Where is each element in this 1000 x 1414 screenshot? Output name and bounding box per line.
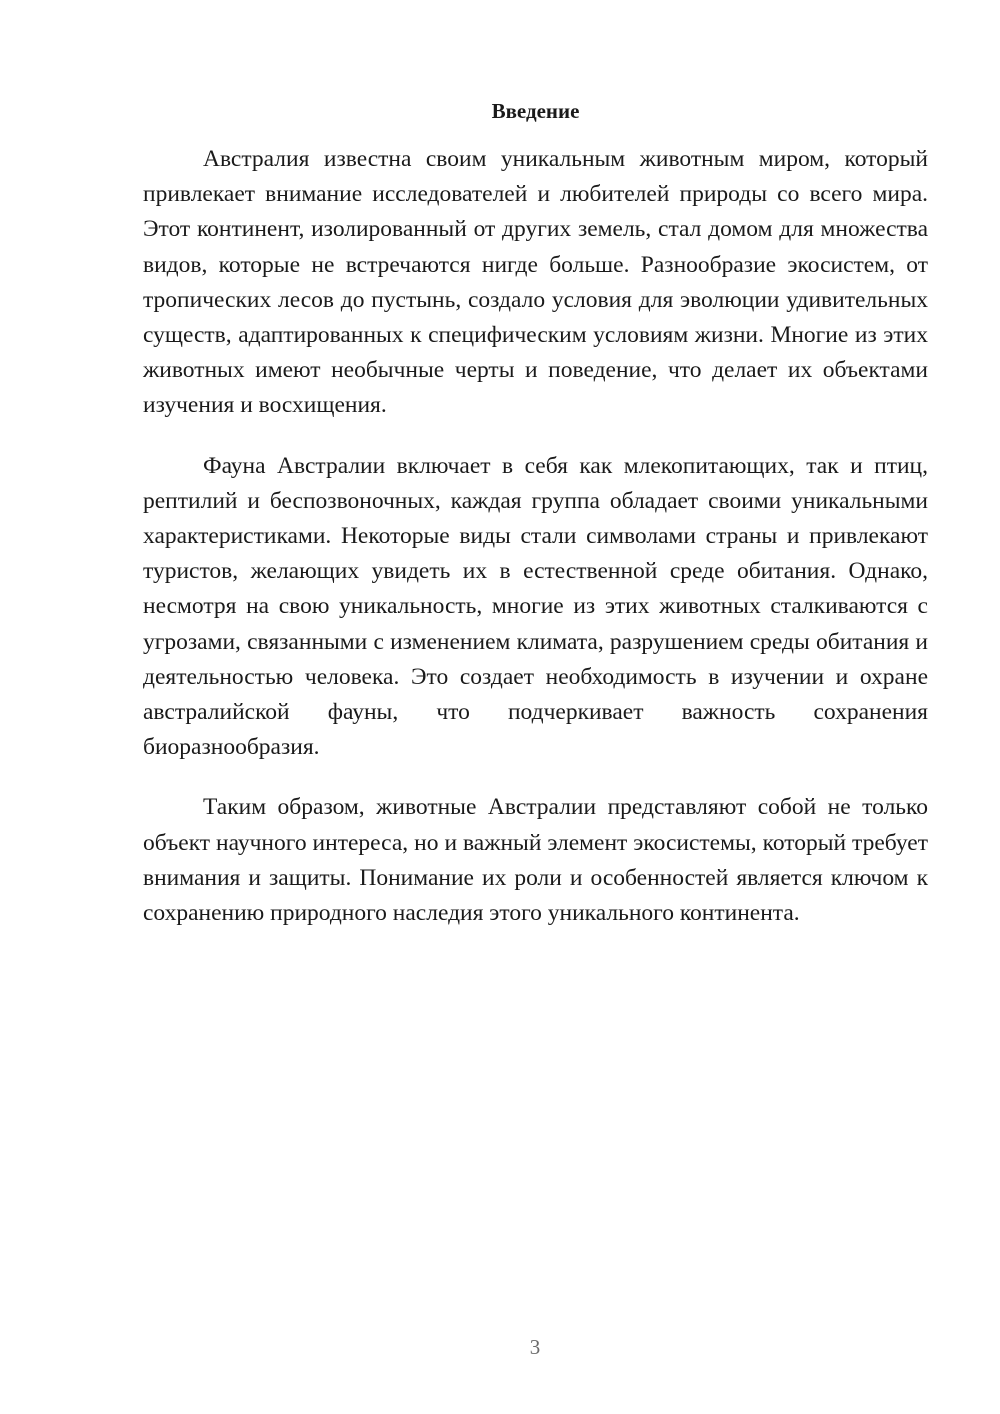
body-text	[143, 142, 928, 956]
paragraph-3: Таким образом, животные Австралии представляют собой не только объект научного интереса, но и важный элемент экосистемы, который требует внимания и защиты. Понимание их роли и особенностей является ключом к сохранению природного наследия этого уникального континента.	[143, 794, 928, 927]
section-heading: Введение	[491, 99, 580, 123]
paragraph-2: Фауна Австралии включает в себя как млекопитающих, так и птиц, рептилий и беспозвоночных, каждая группа обладает своими уникальными характеристиками. Некоторые виды стали символами страны и привлекают туристов, желающих увидеть их в естественной среде обитания. Однако, несмотря на свою уникальность, многие из этих животных сталкиваются с угрозами, связанными с изменением климата, разрушением среды обитания и деятельностью человека. Это создает необходимость в изучении и охране австралийской фауны, что подчеркивает важность сохранения биоразнообразия.	[143, 452, 928, 761]
paragraph-1: Австралия известна своим уникальным животным миром, который привлекает внимание исследователей и любителей природы со всего мира. Этот континент, изолированный от других земель, стал домом для множества видов, которые не встречаются нигде больше. Разнообразие экосистем, от тропических лесов до пустынь, создало условия для эволюции удивительных существ, адаптированных к специфическим условиям жизни. Многие из этих животных имеют необычные черты и поведение, что делает их объектами изучения и восхищения.	[143, 146, 928, 419]
page-number: 3	[529, 1335, 541, 1359]
